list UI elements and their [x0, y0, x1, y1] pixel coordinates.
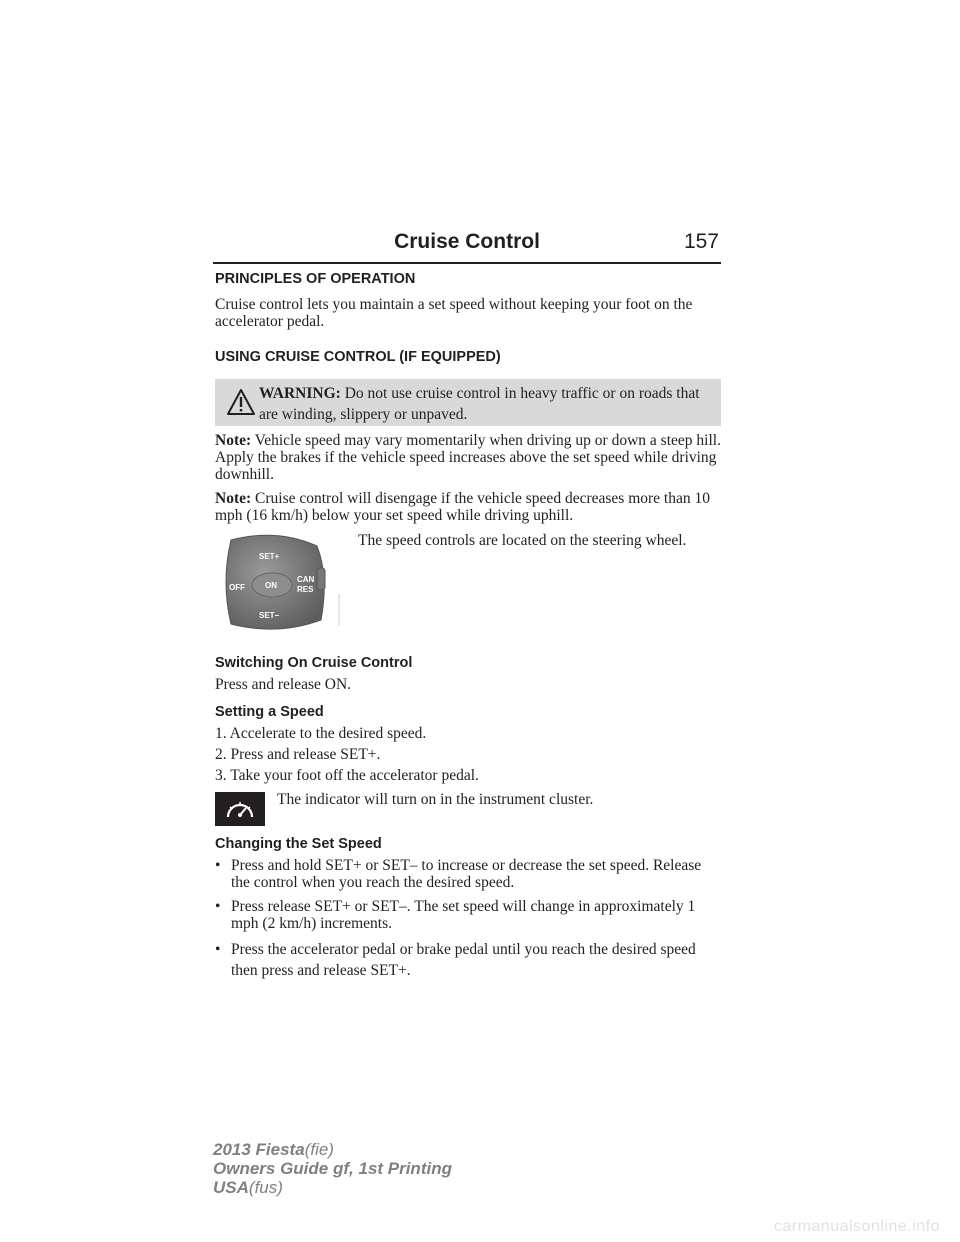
bullet-dot: • — [215, 941, 221, 958]
changing-bullet-3-text: Press the accelerator pedal or brake pedal until you reach the desired speed then press and release SET+. — [231, 941, 696, 979]
figure-label-can: CAN — [297, 575, 315, 584]
page-title: Cruise Control — [394, 230, 540, 253]
note-1-text: Vehicle speed may vary momentarily when driving up or down a steep hill. Apply the brakes if the vehicle speed increases above the set speed while driving downhill. — [215, 432, 721, 483]
note-2 — [215, 490, 721, 524]
footer-line-3 — [213, 1178, 452, 1197]
note-2-label: Note: — [215, 490, 252, 507]
figure-label-set-plus: SET+ — [259, 552, 280, 561]
setting-step-2: 2. Press and release SET+. — [215, 746, 381, 763]
changing-bullet-1-text: Press and hold SET+ or SET– to increase or decrease the set speed. Release the control when you reach the desired speed. — [231, 857, 702, 891]
indicator-text: The indicator will turn on in the instrument cluster. — [277, 791, 594, 808]
cruise-control-switch-figure — [217, 532, 351, 632]
changing-bullet-2 — [215, 898, 721, 932]
footer-market-code: (fus) — [248, 1178, 283, 1197]
note-1-label: Note: — [215, 432, 252, 449]
changing-bullet-3 — [215, 939, 721, 981]
warning-text: Do not use cruise control in heavy traffic or on roads that are winding, slippery or unpaved. — [259, 385, 700, 423]
footer-line-2: Owners Guide gf, 1st Printing — [213, 1159, 452, 1178]
switching-text: Press and release ON. — [215, 676, 352, 693]
page-footer — [213, 1140, 452, 1197]
figure-label-res: RES — [297, 585, 314, 594]
switching-heading: Switching On Cruise Control — [215, 655, 413, 671]
setting-step-3: 3. Take your foot off the accelerator pedal. — [215, 767, 479, 784]
indicator-row — [215, 789, 721, 829]
principles-text: Cruise control lets you maintain a set speed without keeping your foot on the accelerator pedal. — [215, 296, 693, 330]
bullet-dot: • — [215, 857, 221, 874]
page-number: 157 — [683, 230, 719, 253]
principles-heading: PRINCIPLES OF OPERATION — [215, 271, 416, 287]
figure-label-set-minus: SET− — [259, 611, 280, 620]
page-content — [215, 270, 721, 981]
setting-step-1: 1. Accelerate to the desired speed. — [215, 725, 427, 742]
footer-line-1 — [213, 1140, 452, 1159]
using-heading: USING CRUISE CONTROL (IF EQUIPPED) — [215, 349, 501, 365]
footer-market: USA — [213, 1178, 249, 1197]
footer-model-code: (fie) — [304, 1140, 334, 1159]
warning-label: WARNING: — [259, 385, 341, 402]
figure-label-off: OFF — [229, 583, 245, 592]
note-2-text: Cruise control will disengage if the vehicle speed decreases more than 10 mph (16 km/h) below your set speed while driving uphill. — [215, 490, 710, 524]
bullet-dot: • — [215, 898, 221, 915]
setting-heading: Setting a Speed — [215, 704, 324, 720]
page-header — [213, 228, 721, 264]
figure-label-on: ON — [265, 581, 277, 590]
note-1 — [215, 432, 721, 483]
controls-figure-row — [215, 532, 721, 632]
watermark: carmanualsonline.info — [773, 1218, 940, 1235]
changing-bullet-2-text: Press release SET+ or SET–. The set speed will change in approximately 1 mph (2 km/h) increments. — [231, 898, 696, 932]
controls-location-text: The speed controls are located on the steering wheel. — [358, 532, 687, 549]
warning-icon — [227, 389, 255, 415]
footer-model: 2013 Fiesta — [213, 1140, 305, 1159]
cruise-control-indicator-icon — [215, 792, 265, 826]
changing-bullet-1 — [215, 857, 721, 891]
warning-box — [215, 379, 721, 426]
warning-text-block — [259, 383, 713, 425]
changing-heading: Changing the Set Speed — [215, 836, 382, 852]
